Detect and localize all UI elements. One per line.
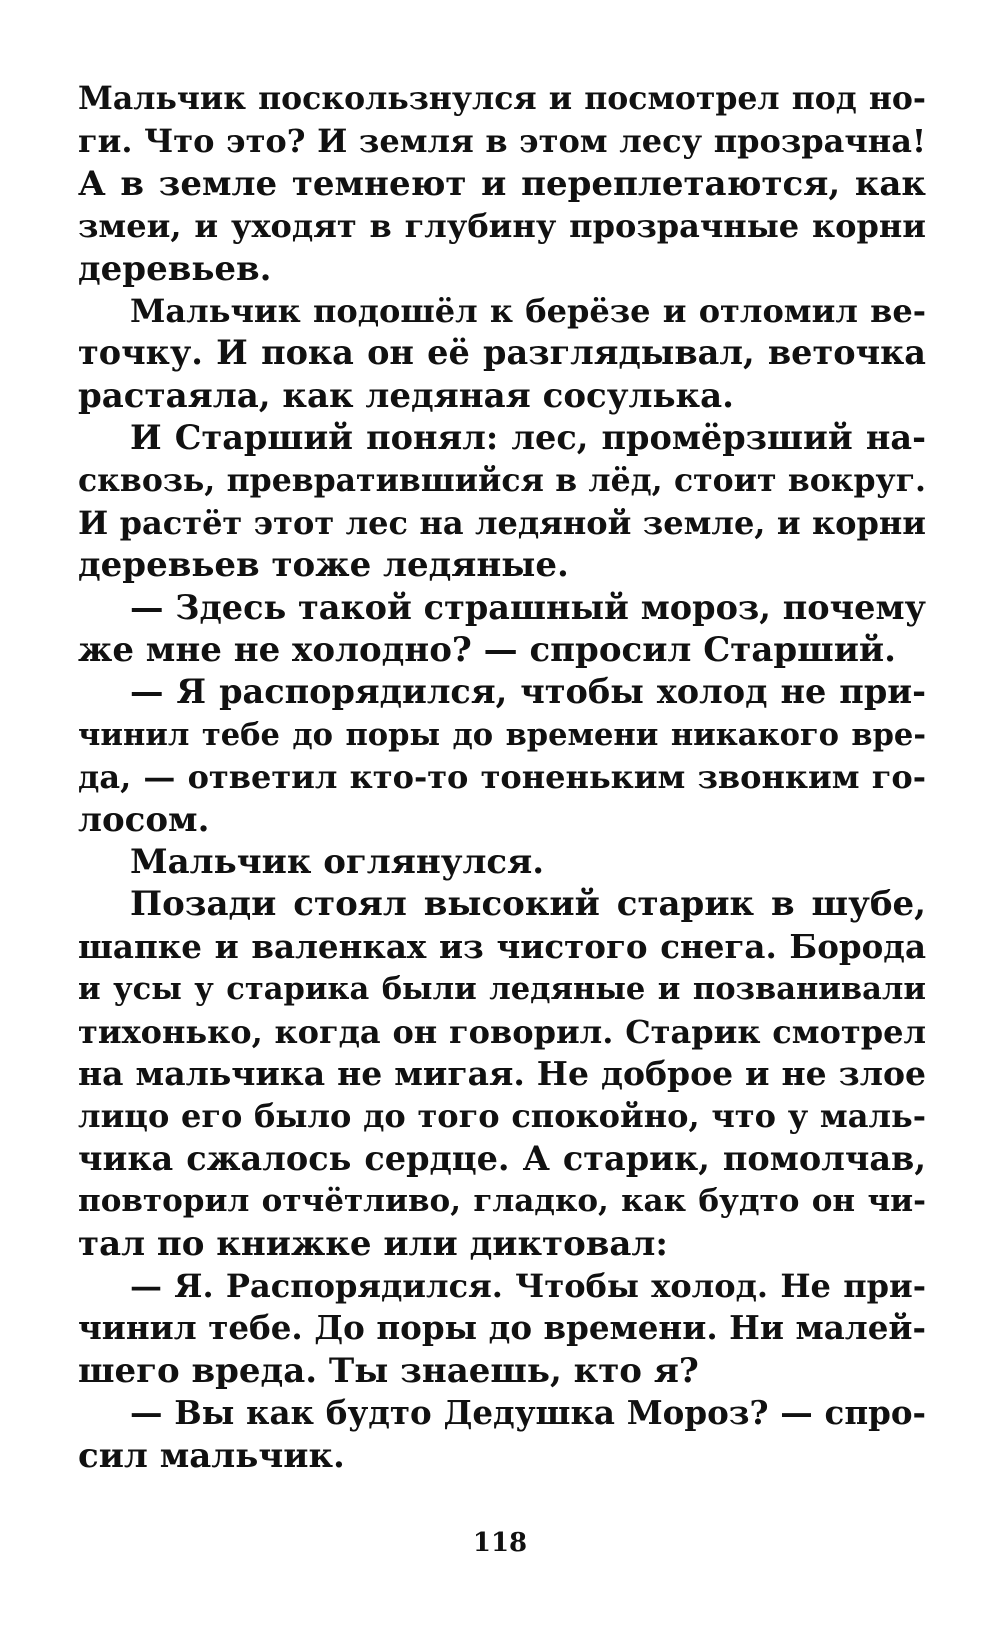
text-line: И Старший понял: лес, промёрзший на-: [130, 418, 926, 458]
text-line: И растёт этот лес на ледяной земле, и корни: [78, 503, 926, 542]
text-line: тихонько, когда он говорил. Старик смотрел: [78, 1012, 926, 1051]
text-line: повторил отчётливо, гладко, как будто он чи-: [78, 1183, 926, 1220]
text-line: лосом.: [78, 799, 210, 840]
text-line: — Я. Распорядился. Чтобы холод. Не при-: [130, 1266, 926, 1305]
text-line: точку. И пока он её разглядывал, веточка: [78, 333, 926, 373]
text-line: Мальчик оглянулся.: [130, 842, 545, 883]
text-line: лицо его было до того спокойно, что у маль-: [78, 1097, 926, 1136]
text-line: и усы у старика были ледяные и позванивали: [78, 971, 926, 1008]
text-line: сквозь, превратившийся в лёд, стоит вокруг.: [78, 461, 926, 499]
text-line: шего вреда. Ты знаешь, кто я?: [78, 1350, 699, 1391]
text-line: ги. Что это? И земля в этом лесу прозрачна!: [78, 122, 926, 161]
text-line: сил мальчик.: [78, 1435, 345, 1476]
page-number: 118: [472, 1528, 528, 1558]
page-text: [78, 78, 926, 1477]
text-line: Позади стоял высокий старик в шубе,: [130, 884, 926, 925]
text-line: деревьев тоже ледяные.: [78, 545, 569, 586]
text-line: А в земле темнеют и переплетаются, как: [78, 163, 926, 204]
text-line: чинил тебе. До поры до времени. Ни малей-: [78, 1308, 926, 1348]
text-line: да, — ответил кто-то тоненьким звонким го-: [78, 758, 926, 797]
text-line: — Я распорядился, чтобы холод не при-: [130, 672, 926, 712]
text-line: змеи, и уходят в глубину прозрачные корни: [78, 207, 926, 246]
text-line: же мне не холодно? — спросил Старший.: [78, 630, 896, 671]
text-line: Мальчик подошёл к берёзе и отломил ве-: [130, 291, 926, 330]
text-line: деревьев.: [78, 248, 272, 289]
text-line: — Здесь такой страшный мороз, почему: [130, 587, 926, 627]
text-line: Мальчик поскользнулся и посмотрел под но-: [78, 80, 926, 117]
text-line: — Вы как будто Дедушка Мороз? — спро-: [130, 1393, 926, 1433]
text-line: шапке и валенках из чистого снега. Борода: [78, 926, 926, 966]
text-line: на мальчика не мигая. Не доброе и не злое: [78, 1053, 926, 1093]
text-line: чинил тебе до поры до времени никакого вре-: [78, 716, 926, 753]
text-line: растаяла, как ледяная сосулька.: [78, 375, 734, 416]
text-line: тал по книжке или диктовал:: [78, 1223, 668, 1264]
text-line: чика сжалось сердце. А старик, помолчав,: [78, 1138, 926, 1178]
